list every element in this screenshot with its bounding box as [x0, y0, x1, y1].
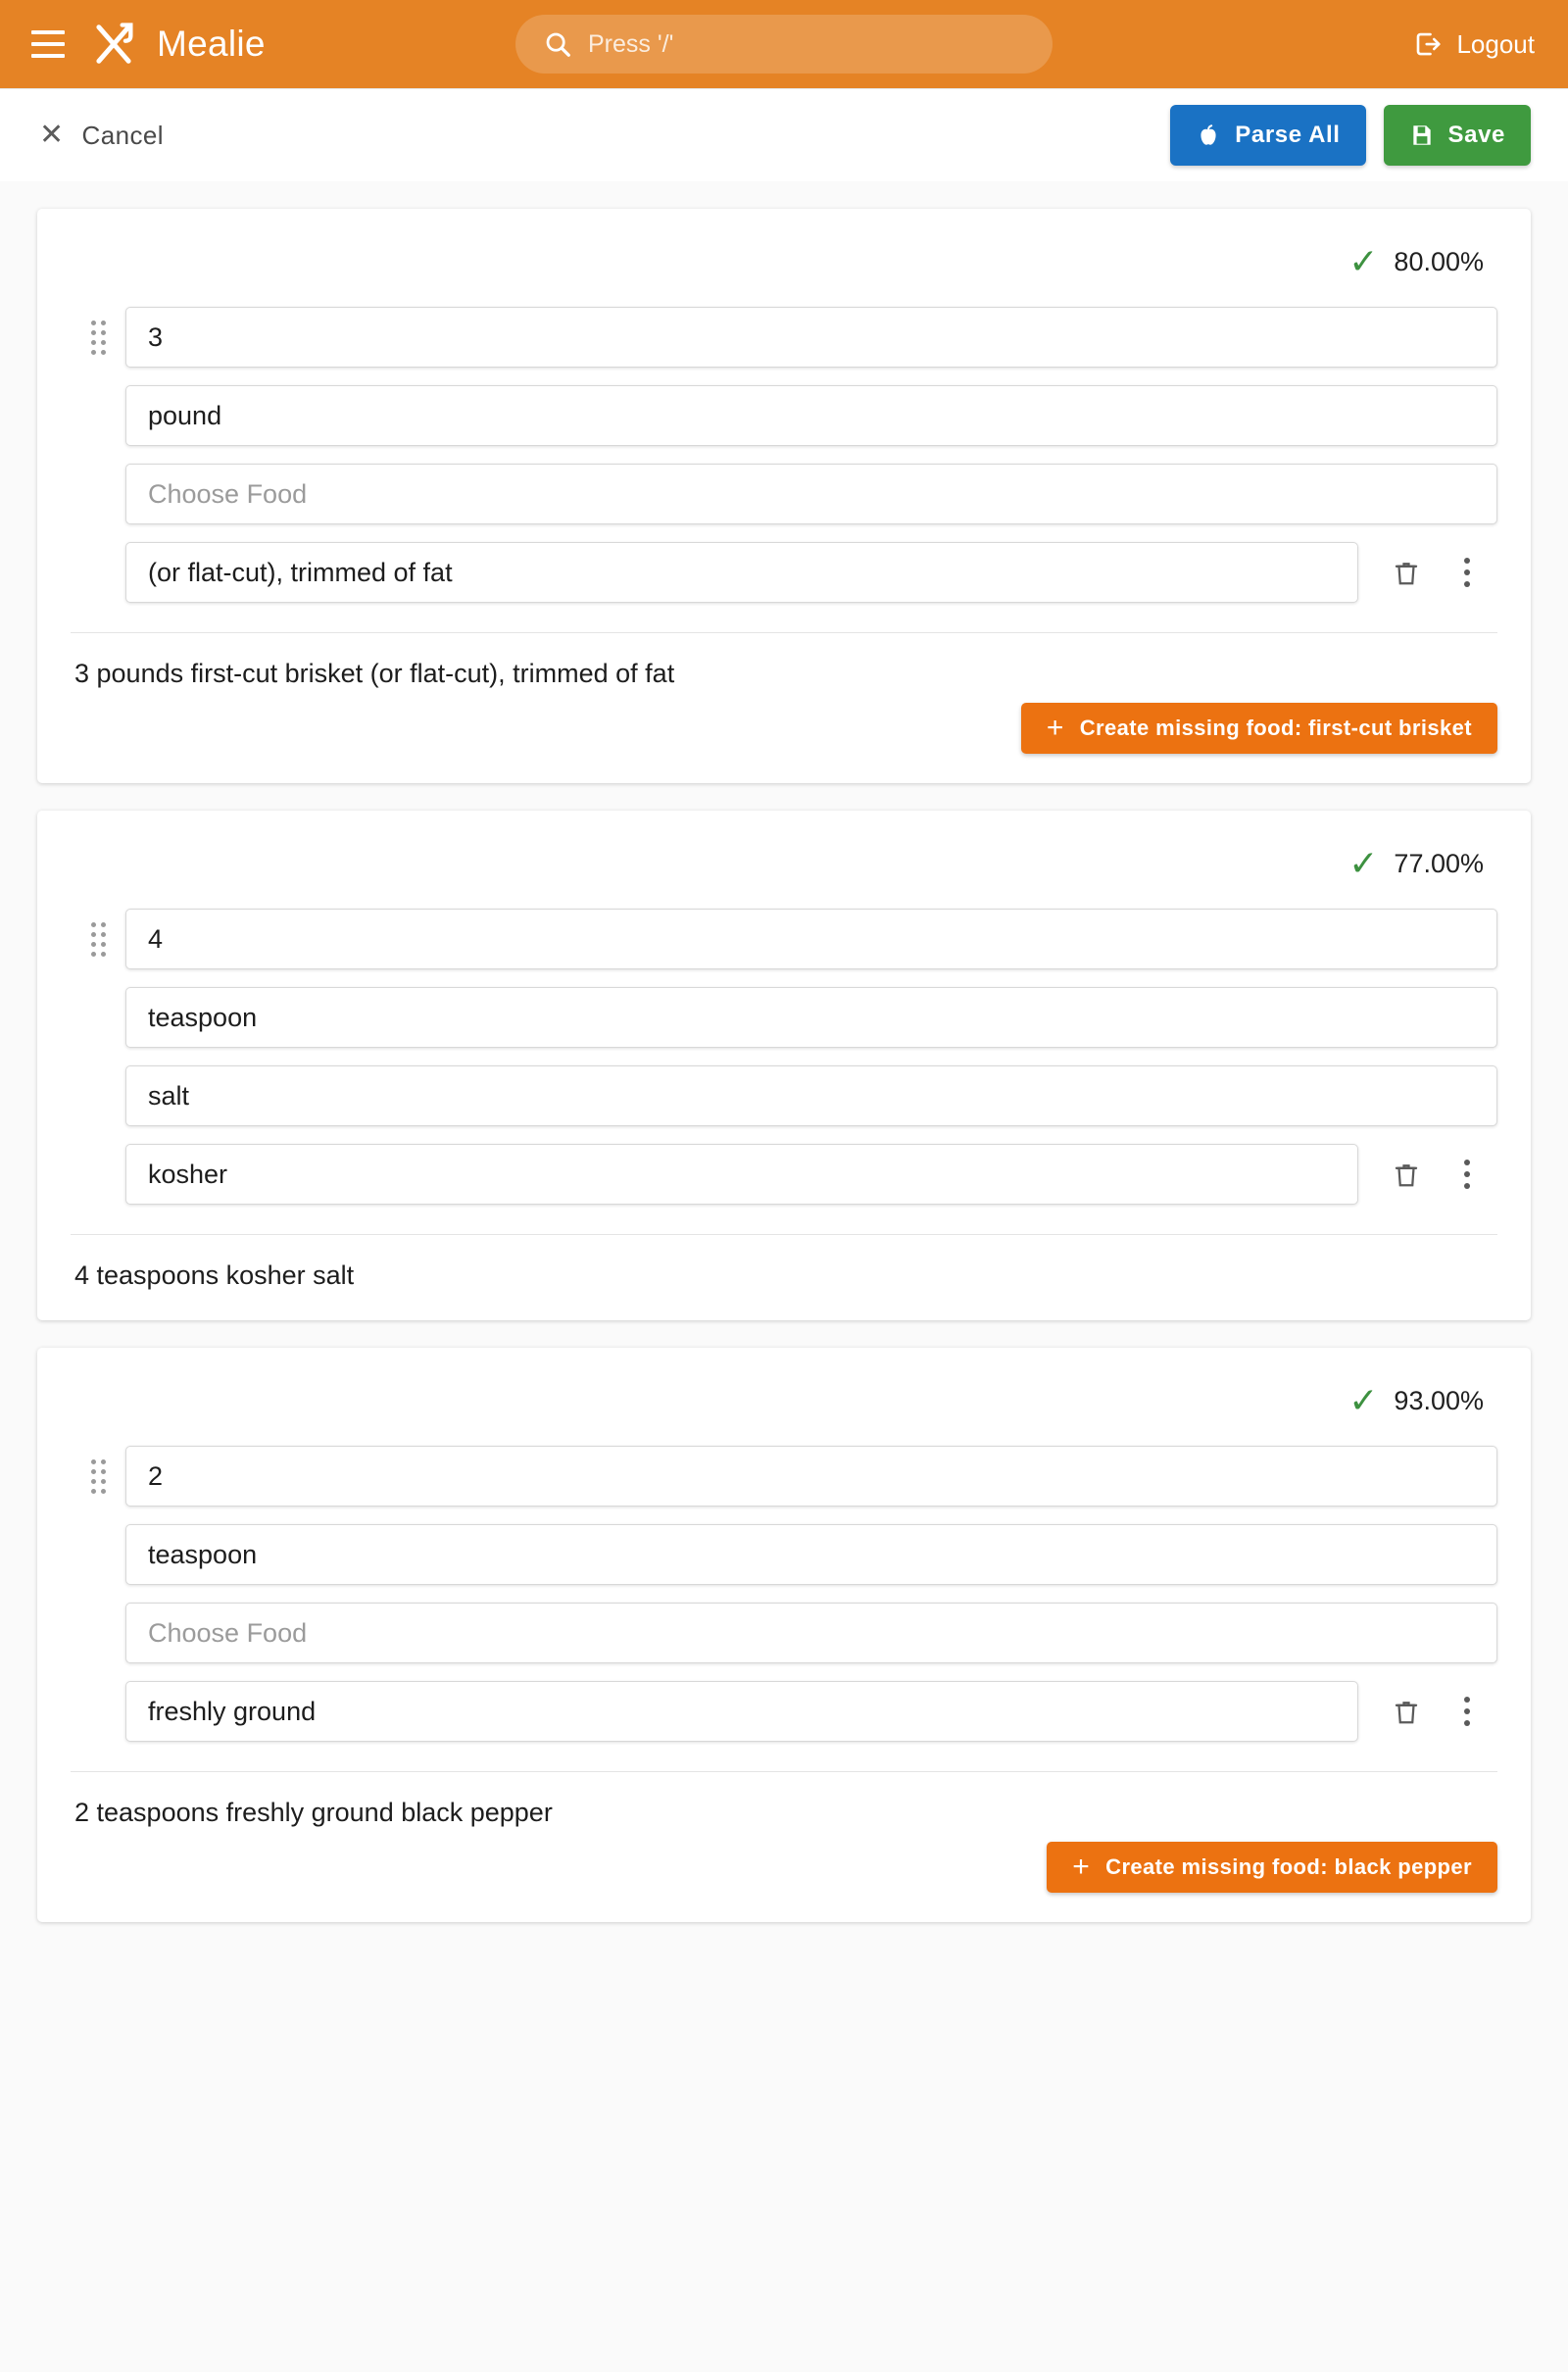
- quantity-row: [71, 1446, 1497, 1507]
- note-input[interactable]: freshly ground: [125, 1681, 1358, 1742]
- food-row: [125, 1065, 1497, 1126]
- logout-button[interactable]: [1413, 29, 1535, 60]
- note-row: [125, 1144, 1497, 1205]
- drag-handle-icon[interactable]: [71, 321, 125, 355]
- create-missing-food-button[interactable]: [1047, 1842, 1497, 1893]
- ingredient-summary: 3 pounds first-cut brisket (or flat-cut), trimmed of fat: [74, 659, 675, 688]
- confidence-value: 77.00%: [1394, 848, 1484, 878]
- logout-icon: [1413, 29, 1443, 59]
- ingredient-summary: 2 teaspoons freshly ground black pepper: [74, 1798, 553, 1827]
- food-select[interactable]: salt: [125, 1065, 1497, 1126]
- parse-all-button[interactable]: [1170, 105, 1365, 166]
- note-row: [125, 542, 1497, 603]
- ingredient-card: [37, 811, 1531, 1320]
- quantity-input[interactable]: 4: [125, 909, 1497, 969]
- drag-handle-icon[interactable]: [71, 922, 125, 957]
- unit-row: [125, 1524, 1497, 1585]
- note-input[interactable]: (or flat-cut), trimmed of fat: [125, 542, 1358, 603]
- search-input[interactable]: [515, 15, 1053, 74]
- brand[interactable]: [88, 19, 266, 70]
- create-missing-food-button[interactable]: [1021, 703, 1497, 754]
- cancel-label: Cancel: [81, 120, 164, 150]
- search-icon: [543, 29, 572, 59]
- more-vertical-icon[interactable]: [1437, 1144, 1497, 1205]
- trash-icon[interactable]: [1376, 1681, 1437, 1742]
- note-row: [125, 1681, 1497, 1742]
- check-icon: ✓: [1348, 1380, 1379, 1420]
- note-input[interactable]: kosher: [125, 1144, 1358, 1205]
- ingredient-summary: 4 teaspoons kosher salt: [74, 1260, 355, 1290]
- unit-select[interactable]: teaspoon: [125, 987, 1497, 1048]
- missing-food-row: [71, 703, 1497, 754]
- food-select[interactable]: Choose Food: [125, 464, 1497, 524]
- trash-icon[interactable]: [1376, 1144, 1437, 1205]
- hamburger-icon[interactable]: [22, 18, 74, 71]
- unit-select[interactable]: teaspoon: [125, 1524, 1497, 1585]
- food-row: [125, 1603, 1497, 1663]
- toolbar-actions: [1170, 105, 1531, 166]
- food-row: [125, 464, 1497, 524]
- confidence-value: 80.00%: [1394, 246, 1484, 276]
- quantity-input[interactable]: 3: [125, 307, 1497, 368]
- create-missing-food-label: Create missing food: first-cut brisket: [1079, 716, 1472, 740]
- save-disk-icon: [1409, 123, 1435, 148]
- ingredient-list: [0, 209, 1568, 1952]
- drag-handle-icon[interactable]: [71, 1459, 125, 1494]
- more-vertical-icon[interactable]: [1437, 1681, 1497, 1742]
- parse-all-label: Parse All: [1235, 122, 1341, 148]
- quantity-input[interactable]: 2: [125, 1446, 1497, 1507]
- search-placeholder: Press '/': [588, 29, 674, 58]
- unit-row: [125, 987, 1497, 1048]
- plus-icon: +: [1072, 1851, 1091, 1883]
- create-missing-food-label: Create missing food: black pepper: [1105, 1854, 1472, 1879]
- close-icon: ✕: [39, 119, 65, 151]
- cancel-button[interactable]: [39, 121, 164, 151]
- quantity-row: [71, 307, 1497, 368]
- check-icon: ✓: [1348, 241, 1379, 281]
- quantity-row: [71, 909, 1497, 969]
- app-title: Mealie: [157, 24, 266, 64]
- food-select[interactable]: Choose Food: [125, 1603, 1497, 1663]
- plus-icon: +: [1046, 712, 1064, 744]
- confidence-row: [71, 1373, 1497, 1428]
- apple-icon: [1196, 123, 1221, 148]
- fork-knife-logo: [88, 19, 139, 70]
- trash-icon[interactable]: [1376, 542, 1437, 603]
- ingredient-card: [37, 209, 1531, 783]
- missing-food-row: [71, 1842, 1497, 1893]
- save-button[interactable]: [1384, 105, 1531, 166]
- logout-label: Logout: [1456, 28, 1535, 59]
- unit-row: [125, 385, 1497, 446]
- save-label: Save: [1447, 122, 1505, 148]
- check-icon: ✓: [1348, 843, 1379, 883]
- ingredient-card: [37, 1348, 1531, 1922]
- app-bar: [0, 0, 1568, 88]
- editor-toolbar: [0, 88, 1568, 181]
- confidence-value: 93.00%: [1394, 1385, 1484, 1415]
- confidence-row: [71, 234, 1497, 289]
- confidence-row: [71, 836, 1497, 891]
- unit-select[interactable]: pound: [125, 385, 1497, 446]
- more-vertical-icon[interactable]: [1437, 542, 1497, 603]
